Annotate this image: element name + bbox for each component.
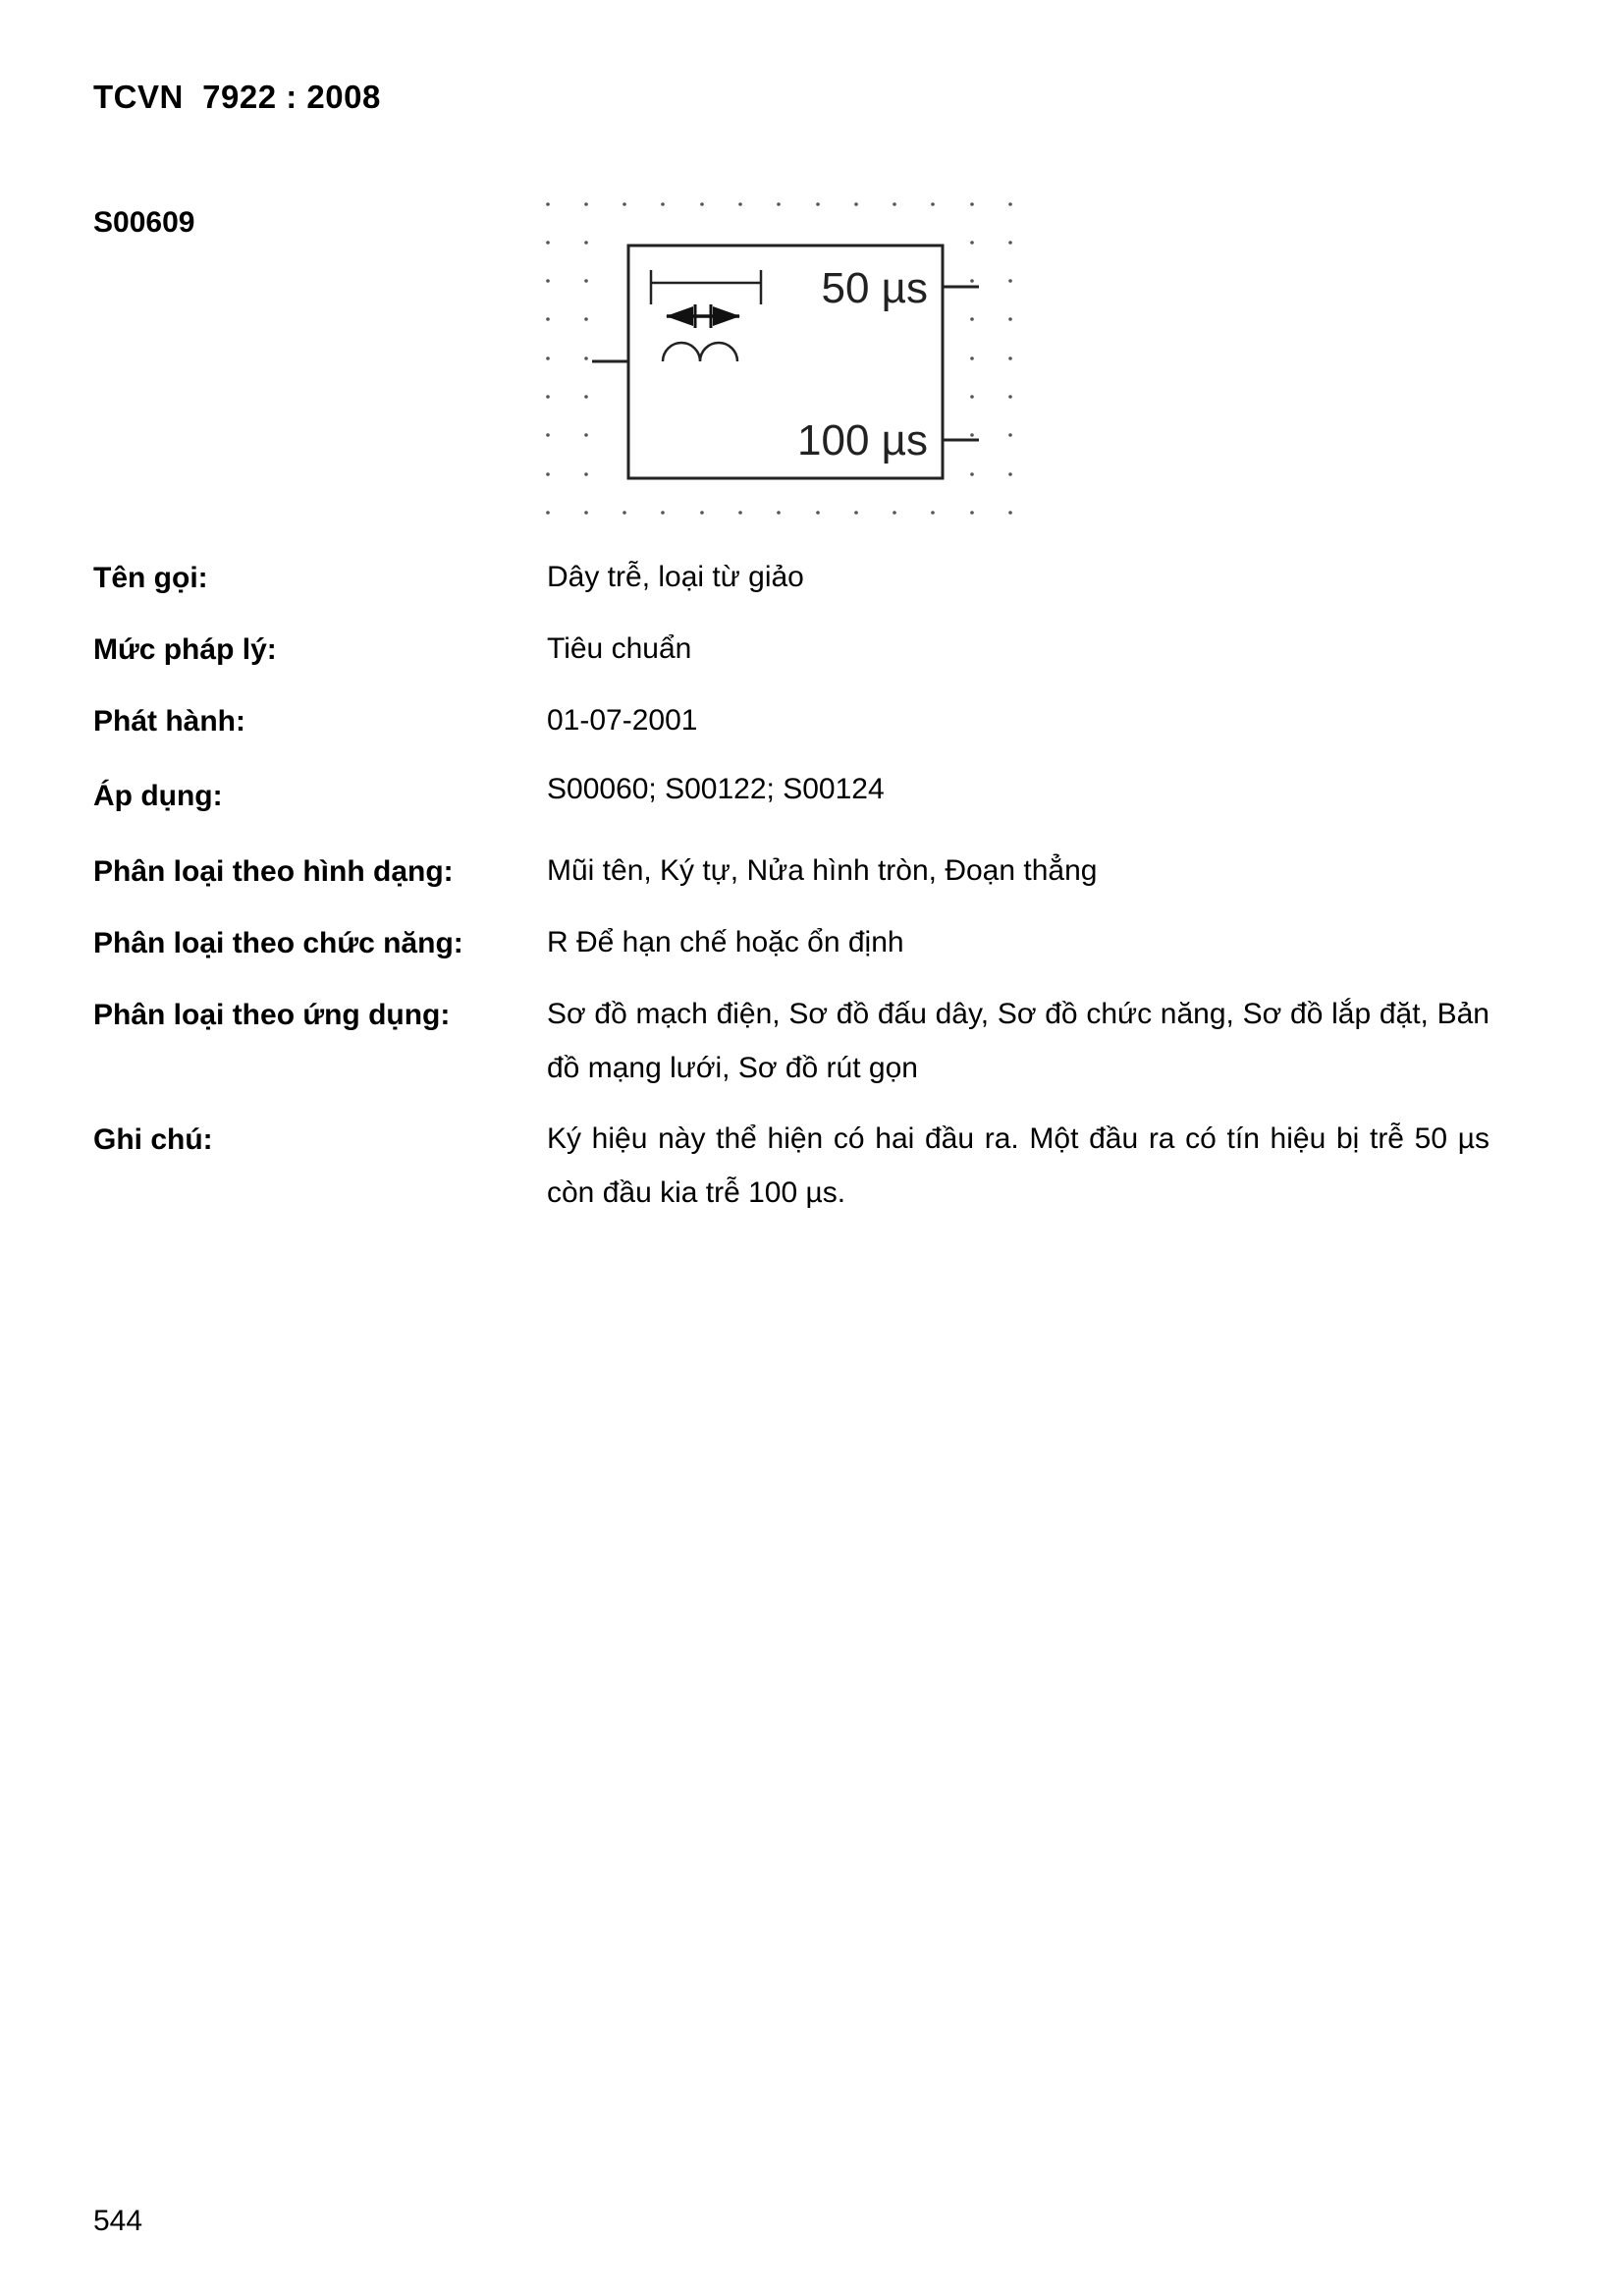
grid-dot	[777, 511, 781, 515]
field-value: Tiêu chuẩn	[547, 632, 692, 665]
grid-dot	[970, 511, 974, 515]
grid-dot	[584, 511, 588, 515]
standard-title: TCVN 7922 : 2008	[93, 79, 381, 115]
grid-dot	[700, 511, 704, 515]
grid-dot	[623, 202, 626, 206]
grid-dot	[546, 241, 550, 245]
double-arrow-icon	[666, 304, 740, 328]
grid-dot	[970, 433, 974, 437]
delay-marker-icon	[651, 270, 761, 304]
field-value: Sơ đồ mạch điện, Sơ đồ đấu dây, Sơ đồ chức năng, Sơ đồ lắp đặt, Bản đồ mạng lưới, Sơ đồ rút gọn	[547, 998, 1489, 1084]
grid-dot	[970, 279, 974, 283]
grid-dot	[584, 279, 588, 283]
grid-dot	[1008, 356, 1012, 360]
field-label: Tên gọi:	[93, 562, 208, 594]
field-label: Phân loại theo chức năng:	[93, 927, 463, 959]
grid-dot	[661, 511, 665, 515]
grid-dot	[854, 202, 858, 206]
magnetostrictive-coil-icon	[663, 343, 737, 361]
grid-dot	[546, 472, 550, 476]
grid-dot	[970, 202, 974, 206]
grid-dot	[738, 511, 742, 515]
grid-dot	[970, 356, 974, 360]
field-label: Phân loại theo hình dạng:	[93, 855, 454, 888]
field-label: Ghi chú:	[93, 1123, 213, 1156]
grid-dot	[970, 317, 974, 321]
grid-dot	[700, 202, 704, 206]
grid-dot	[584, 356, 588, 360]
grid-dot	[854, 511, 858, 515]
field-value: R Để hạn chế hoặc ổn định	[547, 926, 904, 958]
symbol-code: S00609	[93, 206, 195, 239]
grid-dot	[1008, 395, 1012, 399]
grid-dot	[931, 511, 935, 515]
grid-dot	[546, 511, 550, 515]
grid-dot	[816, 511, 820, 515]
grid-dot	[1008, 279, 1012, 283]
grid-dot	[970, 472, 974, 476]
field-label: Áp dụng:	[93, 780, 223, 812]
grid-dot	[546, 202, 550, 206]
grid-dot	[777, 202, 781, 206]
grid-dot	[584, 472, 588, 476]
grid-dot	[893, 511, 896, 515]
grid-dot	[1008, 317, 1012, 321]
grid-dot	[738, 202, 742, 206]
grid-dot	[931, 202, 935, 206]
field-value: Dây trễ, loại từ giảo	[547, 561, 804, 593]
grid-dot	[546, 356, 550, 360]
grid-dot	[661, 202, 665, 206]
field-value: 01-07-2001	[547, 704, 698, 737]
grid-dot	[584, 395, 588, 399]
grid-dot	[1008, 433, 1012, 437]
output-label-bottom: 100 µs	[797, 416, 928, 465]
grid-dot	[1008, 241, 1012, 245]
output-label-top: 50 µs	[821, 264, 928, 312]
field-value: Ký hiệu này thể hiện có hai đầu ra. Một đầu ra có tín hiệu bị trễ 50 µs còn đầu kia trễ 100 µs.	[547, 1122, 1489, 1209]
field-label: Phát hành:	[93, 705, 245, 738]
grid-dot	[584, 241, 588, 245]
field-label: Phân loại theo ứng dụng:	[93, 999, 451, 1031]
grid-dot	[623, 511, 626, 515]
grid-dot	[546, 317, 550, 321]
grid-dot	[970, 395, 974, 399]
grid-dot	[546, 433, 550, 437]
delay-line-symbol	[535, 191, 1036, 530]
grid-dot	[546, 395, 550, 399]
field-value: Mũi tên, Ký tự, Nửa hình tròn, Đoạn thẳng	[547, 854, 1098, 887]
grid-dot	[1008, 511, 1012, 515]
grid-dot	[816, 202, 820, 206]
grid-dot	[584, 433, 588, 437]
grid-dot	[1008, 202, 1012, 206]
grid-dot	[970, 241, 974, 245]
grid-dot	[546, 279, 550, 283]
grid-dot	[893, 202, 896, 206]
page-number: 544	[93, 2205, 143, 2237]
grid-dot	[584, 317, 588, 321]
field-value: S00060; S00122; S00124	[547, 773, 885, 805]
grid-dot	[1008, 472, 1012, 476]
field-label: Mức pháp lý:	[93, 633, 277, 666]
grid-dot	[584, 202, 588, 206]
